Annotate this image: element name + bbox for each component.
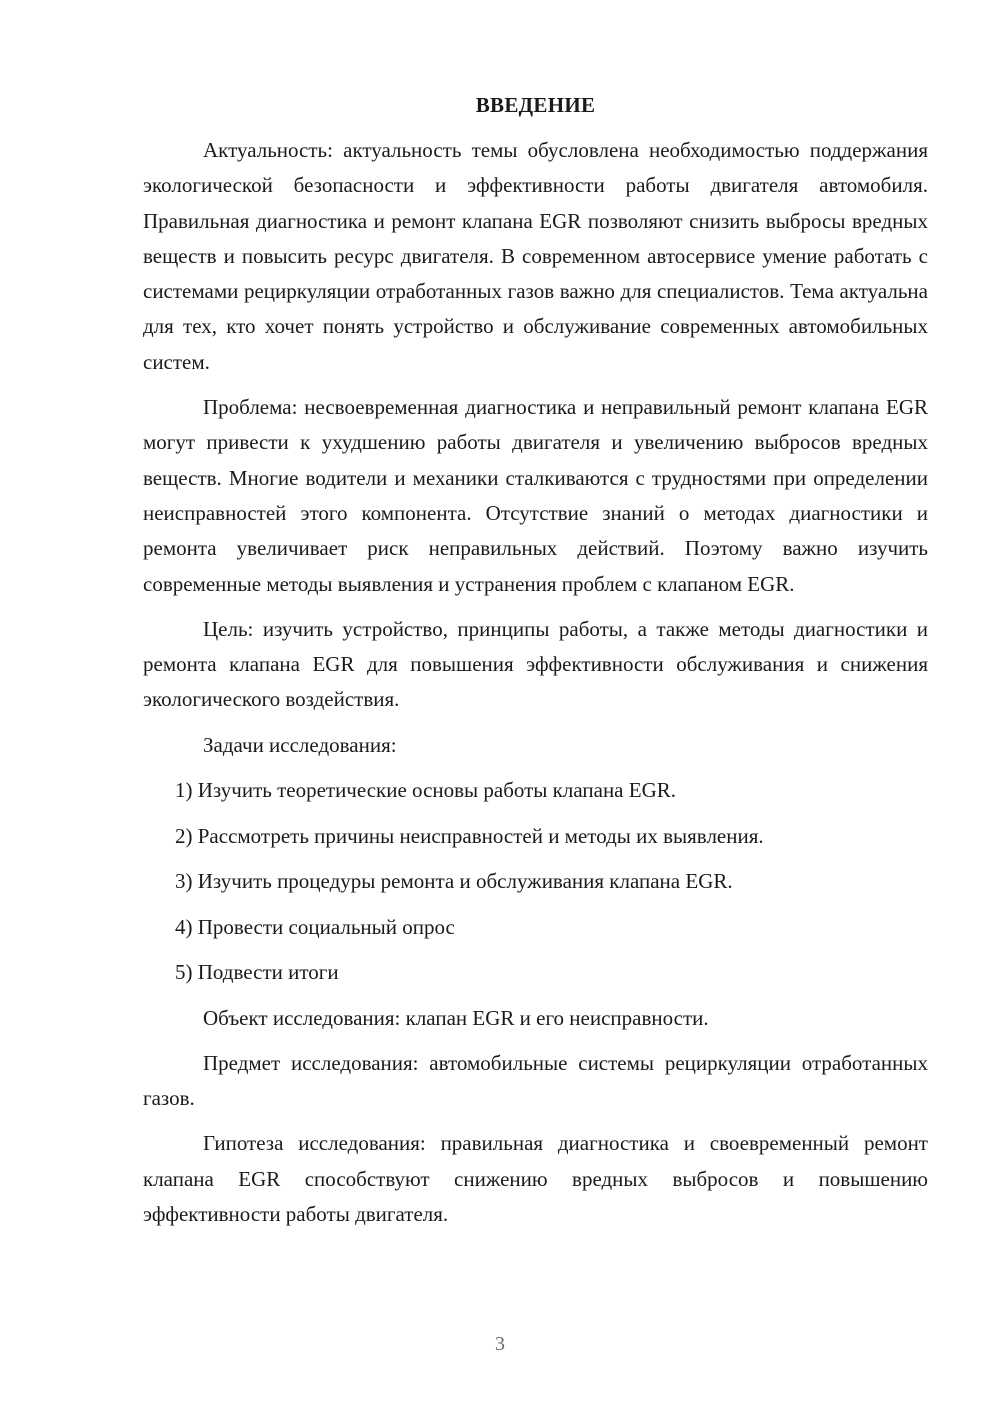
list-item: 5) Подвести итоги <box>175 960 339 985</box>
list-item: 2) Рассмотреть причины неисправностей и методы их выявления. <box>175 823 764 848</box>
tasks-heading: Задачи исследования: <box>203 732 397 757</box>
list-item: 4) Провести социальный опрос <box>175 914 455 939</box>
list-item: 1) Изучить теоретические основы работы клапана EGR. <box>175 778 677 803</box>
object-paragraph: Объект исследования: клапан EGR и его неисправности. <box>203 1005 709 1030</box>
page-number: 3 <box>495 1333 505 1355</box>
tasks-list <box>143 773 928 990</box>
page-title: ВВЕДЕНИЕ <box>475 93 596 117</box>
relevance-paragraph: Актуальность: актуальность темы обусловлена необходимостью поддержания экологической безопасности и эффективности работы двигателя автомобиля. Правильная диагностика и ремонт клапана EGR позволяют снизить выбросы вредных веществ и повысить ресурс двигателя. В современном автосервисе умение работать с системами рециркуляции отработанных газов важно для специалистов. Тема актуальна для тех, кто хочет понять устройство и обслуживание современных автомобильных систем. <box>143 138 928 374</box>
list-item: 3) Изучить процедуры ремонта и обслуживания клапана EGR. <box>175 869 733 894</box>
document-page <box>143 88 928 1242</box>
problem-paragraph: Проблема: несвоевременная диагностика и неправильный ремонт клапана EGR могут привести к ухудшению работы двигателя и увеличению выбросов вредных веществ. Многие водители и механики сталкиваются с трудностями при определении неисправностей этого компонента. Отсутствие знаний о методах диагностики и ремонта увеличивает риск неправильных действий. Поэтому важно изучить современные методы выявления и устранения проблем с клапаном EGR. <box>143 395 928 596</box>
goal-paragraph: Цель: изучить устройство, принципы работы, а также методы диагностики и ремонта клапана EGR для повышения эффективности обслуживания и снижения экологического воздействия. <box>143 616 928 712</box>
subject-paragraph: Предмет исследования: автомобильные системы рециркуляции отработанных газов. <box>143 1050 928 1111</box>
hypothesis-paragraph: Гипотеза исследования: правильная диагностика и своевременный ремонт клапана EGR способствуют снижению вредных выбросов и повышению эффективности работы двигателя. <box>143 1131 928 1227</box>
